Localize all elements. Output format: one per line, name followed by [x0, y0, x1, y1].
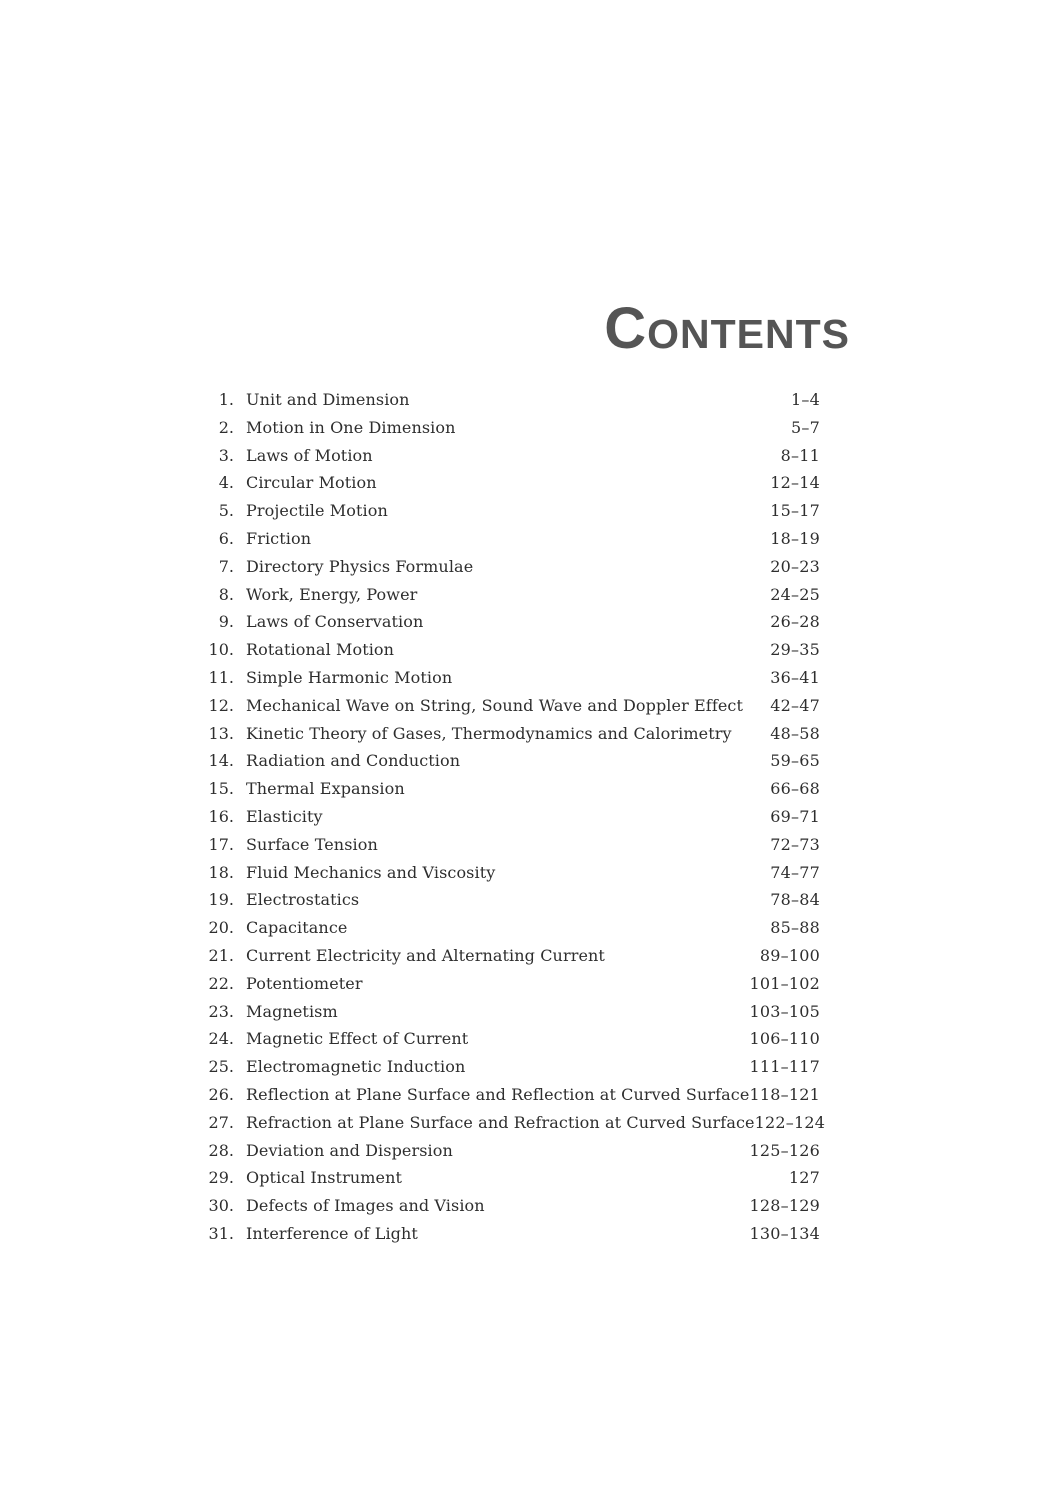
- toc-entry-title: Laws of Motion: [246, 445, 373, 465]
- toc-entry-pages: 18–19: [770, 528, 820, 548]
- toc-entry-pages: 125–126: [749, 1140, 820, 1160]
- toc-entry-title: Magnetic Effect of Current: [246, 1029, 469, 1049]
- toc-entry-title: Simple Harmonic Motion: [246, 667, 453, 687]
- toc-entry-number: 28.: [208, 1140, 234, 1160]
- toc-entry-number: 20.: [208, 918, 234, 938]
- toc-entry-pages: 128–129: [749, 1196, 820, 1216]
- toc-entry-number: 5.: [218, 501, 234, 521]
- toc-entry-pages: 66–68: [770, 779, 820, 799]
- toc-entry: [196, 747, 820, 775]
- table-of-contents: [196, 386, 826, 1248]
- toc-entry-number: 12.: [208, 695, 234, 715]
- toc-entry: [196, 831, 820, 859]
- toc-entry: [196, 581, 820, 609]
- toc-entry: [196, 775, 820, 803]
- toc-entry-number: 31.: [208, 1223, 234, 1243]
- toc-entry-title: Deviation and Dispersion: [246, 1140, 453, 1160]
- toc-entry-pages: 122–124: [754, 1112, 826, 1132]
- toc-entry-number: 25.: [208, 1057, 234, 1077]
- toc-entry-pages: 106–110: [749, 1029, 820, 1049]
- toc-entry-pages: 127: [788, 1168, 820, 1188]
- toc-entry-number: 18.: [208, 862, 234, 882]
- toc-entry: [196, 970, 820, 998]
- toc-entry-pages: 103–105: [749, 1001, 820, 1021]
- toc-entry-pages: 8–11: [780, 445, 820, 465]
- toc-entry-pages: 20–23: [770, 556, 820, 576]
- toc-entry-pages: 24–25: [770, 584, 820, 604]
- toc-entry-title: Elasticity: [246, 806, 323, 826]
- toc-entry: [196, 1109, 826, 1137]
- toc-entry-title: Work, Energy, Power: [246, 584, 418, 604]
- toc-entry-title: Motion in One Dimension: [246, 417, 456, 437]
- toc-entry: [196, 1053, 820, 1081]
- toc-entry: [196, 886, 820, 914]
- toc-entry-title: Circular Motion: [246, 473, 377, 493]
- page-title: [604, 296, 850, 361]
- toc-entry-number: 21.: [208, 945, 234, 965]
- toc-entry-number: 14.: [208, 751, 234, 771]
- toc-entry-pages: 5–7: [791, 417, 820, 437]
- toc-entry: [196, 386, 820, 414]
- toc-entry-pages: 74–77: [770, 862, 820, 882]
- toc-entry-pages: 130–134: [749, 1223, 820, 1243]
- toc-entry-pages: 72–73: [770, 834, 820, 854]
- toc-entry-pages: 48–58: [770, 723, 820, 743]
- toc-entry-pages: 111–117: [749, 1057, 820, 1077]
- toc-entry-pages: 78–84: [770, 890, 820, 910]
- toc-entry-title: Interference of Light: [246, 1223, 418, 1243]
- toc-entry-number: 6.: [218, 528, 234, 548]
- toc-entry-number: 2.: [218, 417, 234, 437]
- toc-entry-pages: 26–28: [770, 612, 820, 632]
- toc-entry: [196, 553, 820, 581]
- toc-entry-pages: 59–65: [770, 751, 820, 771]
- toc-entry-title: Current Electricity and Alternating Current: [246, 945, 605, 965]
- toc-entry-title: Laws of Conservation: [246, 612, 424, 632]
- toc-entry: [196, 664, 820, 692]
- toc-entry: [196, 525, 820, 553]
- toc-entry-number: 11.: [208, 667, 234, 687]
- toc-entry-number: 24.: [208, 1029, 234, 1049]
- toc-entry-number: 16.: [208, 806, 234, 826]
- toc-entry-number: 10.: [208, 640, 234, 660]
- toc-entry: [196, 803, 820, 831]
- toc-entry: [196, 1137, 820, 1165]
- toc-entry-number: 17.: [208, 834, 234, 854]
- toc-entry: [196, 1025, 820, 1053]
- toc-entry-number: 9.: [218, 612, 234, 632]
- toc-entry-number: 23.: [208, 1001, 234, 1021]
- toc-entry: [196, 1220, 820, 1248]
- toc-entry-title: Surface Tension: [246, 834, 378, 854]
- toc-entry: [196, 636, 820, 664]
- toc-entry-number: 8.: [218, 584, 234, 604]
- toc-entry-title: Rotational Motion: [246, 640, 395, 660]
- toc-entry: [196, 859, 820, 887]
- toc-entry: [196, 720, 820, 748]
- toc-entry-pages: 85–88: [770, 918, 820, 938]
- toc-entry-pages: 1–4: [791, 390, 820, 409]
- toc-entry: [196, 414, 820, 442]
- toc-entry-number: 7.: [218, 556, 234, 576]
- toc-entry-number: 19.: [208, 890, 234, 910]
- toc-entry-pages: 89–100: [759, 945, 820, 965]
- toc-entry: [196, 1164, 820, 1192]
- toc-entry: [196, 469, 820, 497]
- toc-entry: [196, 497, 820, 525]
- toc-entry-pages: 42–47: [770, 695, 820, 715]
- toc-entry-title: Directory Physics Formulae: [246, 556, 474, 576]
- toc-entry-pages: 69–71: [770, 806, 820, 826]
- page-title-text: Contents: [604, 296, 850, 361]
- toc-entry-title: Unit and Dimension: [246, 390, 410, 409]
- toc-entry-number: 1.: [218, 390, 234, 409]
- toc-entry-title: Kinetic Theory of Gases, Thermodynamics and Calorimetry: [246, 723, 732, 743]
- toc-entry-pages: 29–35: [770, 640, 820, 660]
- toc-entry-number: 15.: [208, 779, 234, 799]
- toc-entry-title: Projectile Motion: [246, 501, 388, 521]
- toc-entry-number: 29.: [208, 1168, 234, 1188]
- toc-entry: [196, 942, 820, 970]
- toc-entry-title: Reflection at Plane Surface and Reflection at Curved Surface: [246, 1084, 750, 1104]
- toc-entry-title: Electromagnetic Induction: [246, 1057, 466, 1077]
- toc-entry-title: Radiation and Conduction: [246, 751, 461, 771]
- toc-entry-number: 4.: [218, 473, 234, 493]
- toc-entry-title: Magnetism: [246, 1001, 338, 1021]
- toc-entry-title: Optical Instrument: [246, 1168, 403, 1188]
- toc-entry-pages: 36–41: [770, 667, 820, 687]
- toc-entry-title: Potentiometer: [246, 973, 363, 993]
- toc-entry: [196, 914, 820, 942]
- toc-entry-title: Fluid Mechanics and Viscosity: [246, 862, 496, 882]
- toc-entry-number: 13.: [208, 723, 234, 743]
- toc-entry-title: Electrostatics: [246, 890, 360, 910]
- toc-entry-pages: 101–102: [749, 973, 820, 993]
- toc-entry-pages: 15–17: [770, 501, 820, 521]
- toc-entry-number: 3.: [218, 445, 234, 465]
- toc-entry: [196, 692, 820, 720]
- toc-entry-title: Friction: [246, 528, 312, 548]
- toc-entry: [196, 1081, 820, 1109]
- toc-entry-pages: 118–121: [749, 1084, 820, 1104]
- toc-entry-title: Mechanical Wave on String, Sound Wave and Doppler Effect: [246, 695, 744, 715]
- toc-entry-number: 26.: [208, 1084, 234, 1104]
- toc-entry: [196, 998, 820, 1026]
- toc-entry-number: 22.: [208, 973, 234, 993]
- toc-entry-title: Refraction at Plane Surface and Refraction at Curved Surface: [246, 1112, 755, 1132]
- toc-entry: [196, 442, 820, 470]
- toc-entry-pages: 12–14: [770, 473, 820, 493]
- toc-entry: [196, 608, 820, 636]
- toc-entry-title: Defects of Images and Vision: [246, 1196, 485, 1216]
- toc-entry: [196, 1192, 820, 1220]
- toc-entry-title: Thermal Expansion: [246, 779, 405, 799]
- toc-entry-title: Capacitance: [246, 918, 348, 938]
- toc-entry-number: 27.: [208, 1112, 234, 1132]
- toc-entry-number: 30.: [208, 1196, 234, 1216]
